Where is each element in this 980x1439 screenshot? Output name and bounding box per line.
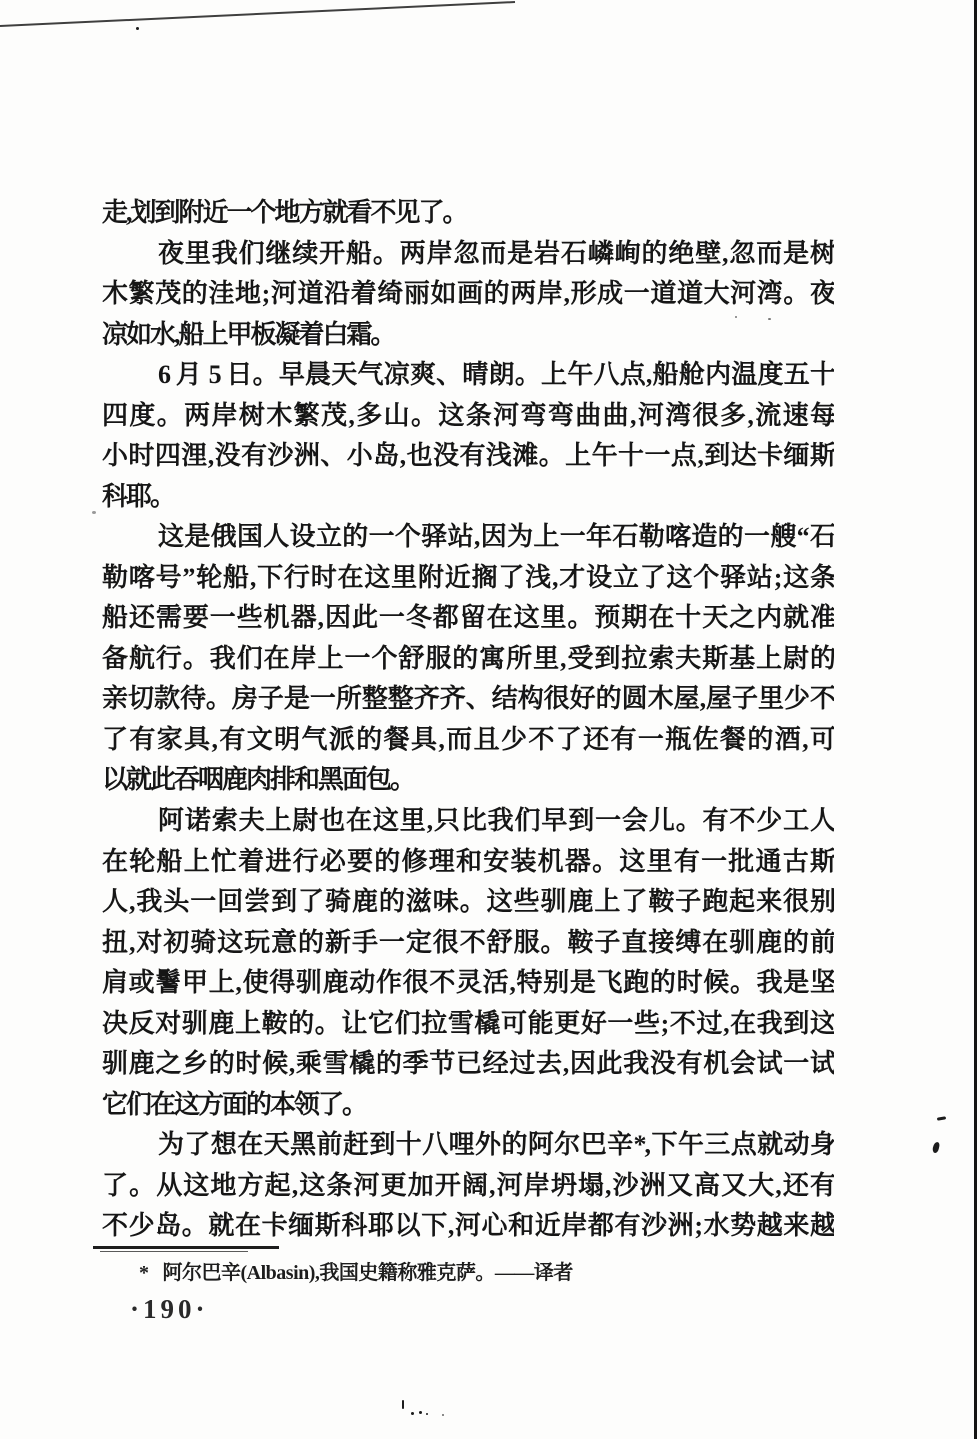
text-line: 决反对驯鹿上鞍的。让它们拉雪橇可能更好一些;不过,在我到这 [102,1008,834,1038]
scan-speck [932,1141,940,1153]
scan-speck [426,1413,428,1415]
text-line: 了有家具,有文明气派的餐具,而且少不了还有一瓶佐餐的酒,可 [102,724,834,754]
scan-speck [735,316,737,318]
text-line: 走,划到附近一个地方就看不见了。 [102,198,467,227]
footnote-divider-shadow [100,1251,248,1252]
scan-speck [442,1414,444,1416]
text-line: 四度。两岸树木繁茂,多山。这条河弯弯曲曲,河湾很多,流速每 [102,400,834,430]
scan-edge-strip [974,0,977,1439]
text-line: 勒喀号”轮船,下行时在这里附近搁了浅,才设立了这个驿站;这条 [102,562,834,592]
footnote [139,1256,573,1285]
text-line: 它们在这方面的本领了。 [102,1089,367,1119]
text-line: 为了想在天黑前赶到十八哩外的阿尔巴辛*,下午三点就动身 [158,1130,834,1160]
text-line: 备航行。我们在岸上一个舒服的寓所里,受到拉索夫斯基上尉的 [102,643,834,673]
body-text [102,193,834,1247]
footnote-divider [93,1246,279,1249]
text-line: 驯鹿之乡的时候,乘雪橇的季节已经过去,因此我没有机会试一试 [102,1049,834,1079]
text-line: 肩或鬐甲上,使得驯鹿动作很不灵活,特别是飞跑的时候。我是坚 [102,968,834,998]
scan-speck [937,1116,946,1121]
text-line: 亲切款待。房子是一所整整齐齐、结构很好的圆木屋,屋子里少不 [102,684,834,714]
text-line: 不少岛。就在卡缅斯科耶以下,河心和近岸都有沙洲;水势越来越 [102,1211,834,1241]
text-line: 科耶。 [102,481,175,511]
page-number: ·190· [130,1294,209,1324]
footnote-marker: * [139,1262,149,1284]
scan-speck [92,511,96,514]
footnote-text: 阿尔巴辛(Albasin),我国史籍称雅克萨。——译者 [162,1262,573,1284]
text-line: 人,我头一回尝到了骑鹿的滋味。这些驯鹿上了鞍子跑起来很别 [102,887,834,917]
scan-edge-line [0,0,980,32]
text-line: 船还需要一些机器,因此一冬都留在这里。预期在十天之内就准 [102,603,834,633]
text-line: 小时四浬,没有沙洲、小岛,也没有浅滩。上午十一点,到达卡缅斯 [102,441,834,471]
text-line: 凉如水,船上甲板凝着白霜。 [102,319,395,349]
text-line: 木繁茂的洼地;河道沿着绮丽如画的两岸,形成一道道大河湾。夜 [102,279,834,309]
text-line: 阿诺索夫上尉也在这里,只比我们早到一会儿。有不少工人 [158,805,834,835]
text-line: 以就此吞咽鹿肉排和黑面包。 [102,765,415,795]
scan-speck [411,1412,414,1415]
text-line: 这是俄国人设立的一个驿站,因为上一年石勒喀造的一艘“石 [158,522,834,552]
text-line: 在轮船上忙着进行必要的修理和安装机器。这里有一批通古斯 [102,846,834,876]
text-line: 了。从这地方起,这条河更加开阔,河岸坍塌,沙洲又高又大,还有 [102,1170,834,1200]
scan-speck [768,318,771,320]
text-line: 扭,对初骑这玩意的新手一定很不舒服。鞍子直接缚在驯鹿的前 [102,927,834,957]
text-line: 夜里我们继续开船。两岸忽而是岩石嶙峋的绝壁,忽而是树 [158,238,834,268]
scan-speck [136,27,139,30]
scan-speck [402,1400,404,1409]
scan-speck [419,1411,422,1414]
text-line: 6 月 5 日。早晨天气凉爽、晴朗。上午八点,船舱内温度五十 [158,360,834,390]
